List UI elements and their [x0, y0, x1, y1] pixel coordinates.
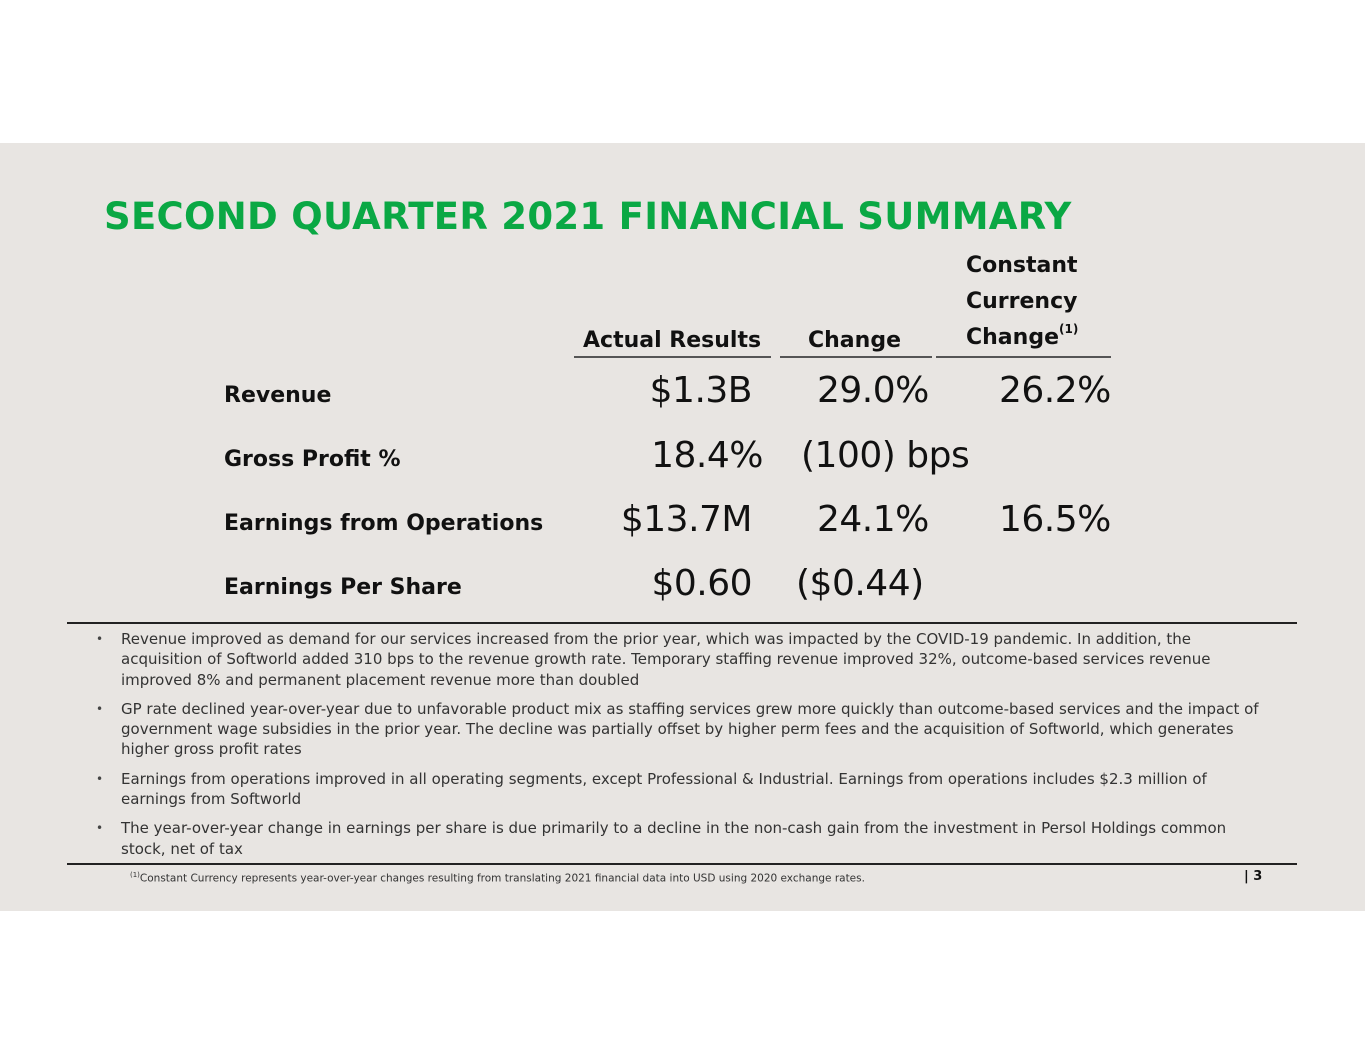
earnings-ops-actual: $13.7M [620, 499, 752, 540]
revenue-change: 29.0% [817, 370, 929, 411]
column-header-change: Change [808, 328, 901, 353]
bullet-text: Earnings from operations improved in all operating segments, except Professional & Industrial. Earnings from operations includes $2.3 million of earnings from Softworld [121, 769, 1207, 809]
page-number: | 3 [1244, 869, 1263, 884]
list-item [96, 818, 1266, 859]
revenue-actual: $1.3B [649, 370, 752, 411]
divider-bottom [67, 863, 1297, 865]
cc-header-line2: Currency [966, 289, 1078, 314]
bullet-text: GP rate declined year-over-year due to unfavorable product mix as staffing services grew more quickly than outcome-based services and the impact of government wage subsidies in the prior year. The decline was partially offset by higher perm fees and the acquisition of Softworld, which generates higher gross profit rates [121, 699, 1259, 759]
eps-change: ($0.44) [796, 563, 924, 604]
page-title: SECOND QUARTER 2021 FINANCIAL SUMMARY [104, 195, 1072, 238]
earnings-ops-cc-change: 16.5% [999, 499, 1111, 540]
divider-top [67, 622, 1297, 624]
row-label-revenue: Revenue [224, 383, 332, 408]
slide-panel [0, 143, 1365, 911]
header-underline-change [780, 356, 932, 358]
cc-header-line3 [966, 320, 1078, 356]
row-label-earnings-per-share: Earnings Per Share [224, 575, 462, 600]
row-label-earnings-from-operations: Earnings from Operations [224, 511, 544, 536]
bullet-marker: • [96, 632, 104, 646]
cc-header-change-word: Change [966, 325, 1059, 350]
earnings-ops-change: 24.1% [817, 499, 929, 540]
cc-header-line1: Constant [966, 253, 1078, 278]
list-item [96, 769, 1266, 810]
bullet-marker: • [96, 821, 104, 836]
cc-footnote-marker: (1) [1058, 322, 1079, 336]
list-item [96, 629, 1266, 690]
gross-profit-actual: 18.4% [651, 435, 763, 476]
bullet-text: Revenue improved as demand for our services increased from the prior year, which was impacted by the COVID-19 pandemic. In addition, the acquisition of Softworld added 310 bps to the revenue growth rate. Temporary staffing revenue improved 32%, outcome-based services revenue improved 8% and permanent placement revenue more than doubled [121, 630, 1211, 689]
column-header-actual-results: Actual Results [583, 328, 762, 353]
gross-profit-change: (100) bps [801, 435, 970, 476]
bullet-marker: • [96, 701, 104, 716]
footnote-text: Constant Currency represents year-over-year changes resulting from translating 2021 financial data into USD using 2020 exchange rates. [139, 872, 865, 885]
column-header-constant-currency-change [966, 248, 1078, 356]
eps-actual: $0.60 [651, 563, 752, 604]
list-item [96, 699, 1266, 760]
bullet-text: The year-over-year change in earnings per share is due primarily to a decline in the non-cash gain from the investment in Persol Holdings common stock, net of tax [121, 819, 1227, 858]
row-label-gross-profit: Gross Profit % [224, 447, 401, 472]
bullet-marker: • [96, 771, 104, 786]
footnote-marker: (1) [130, 871, 140, 879]
header-underline-actual [574, 356, 771, 358]
header-underline-cc [936, 356, 1111, 358]
footnote [130, 871, 865, 885]
commentary-bullet-list [96, 629, 1266, 868]
revenue-cc-change: 26.2% [999, 370, 1111, 411]
